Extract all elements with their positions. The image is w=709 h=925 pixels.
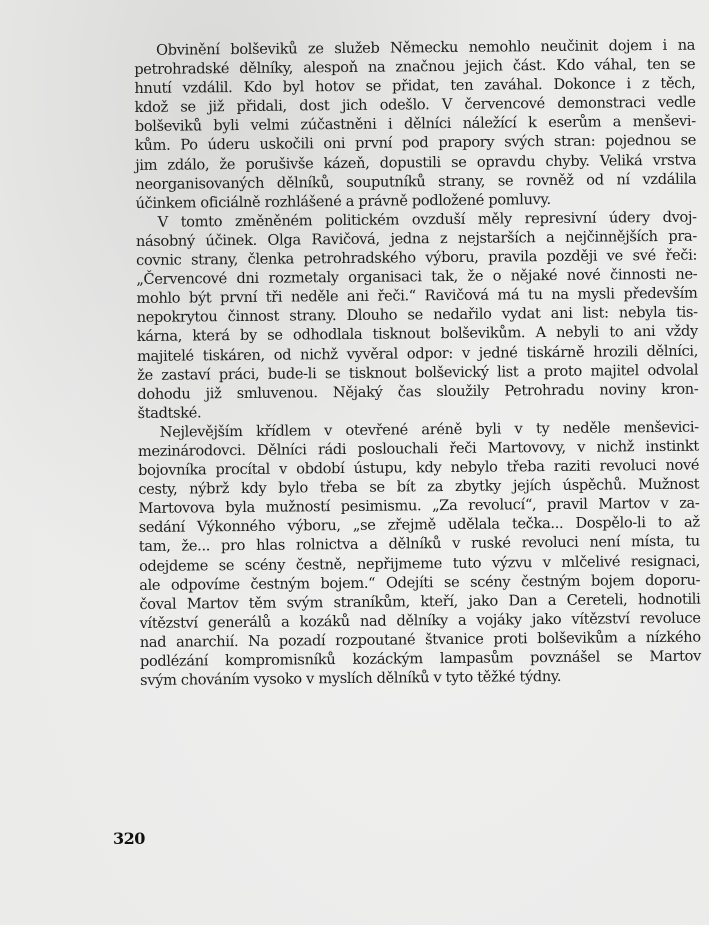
text-line: sedání Výkonného výboru, „se zřejmě udělala tečka... Dospělo-li to až: [138, 513, 700, 537]
text-line: tam, že... pro hlas rolnictva a dělníků v ruské revoluci není místa, tu: [138, 533, 700, 556]
text-line: svým chováním vysoko v myslích dělníků v tyto těžké týdny.: [140, 668, 562, 690]
text-line: mohlo být první tři neděle ani řeči.“ Ravičová má tu na mysli především: [136, 284, 698, 308]
text-line: kům. Po úderu uskočili oni první pod prapory svých stran: pojednou se: [134, 132, 697, 155]
text-line: násobný účinek. Olga Ravičová, jedna z nejstarších a nejčinnějších pra-: [135, 227, 697, 250]
page-body: [134, 36, 701, 691]
text-line: majitelé tiskáren, od nichž vyvěral odpor: v jedné tiskárně hrozili dělníci,: [136, 342, 699, 365]
text-line: Martovova byla mužností pesimismu. „Za revolucí“, pravil Martov v za-: [138, 494, 700, 518]
text-line: nepokrytou činnost strany. Dlouho se nedařilo vydat ani list: nebyla tis-: [136, 303, 698, 327]
text-line: „Červencové dni rozmetaly organisaci tak, že o nějaké nové činnosti ne-: [136, 265, 698, 289]
text-line: nad anarchií. Na pozadí rozpoutané štvanice proti bolševikům a nízkého: [139, 628, 701, 651]
text-line: účinkem oficiálně rozhlášené a právně podložené pomluvy.: [135, 190, 551, 212]
text-line: Obvinění bolševiků ze služeb Německu nemohlo neučinit dojem i na: [156, 36, 696, 59]
text-line: odejdeme se scény čestně, nepřijmeme tuto výzvu v mlčelivé resignaci,: [138, 552, 701, 575]
page-number: 320: [113, 829, 145, 848]
text-line: mezinárodovci. Dělníci rádi poslouchali řeči Martovovy, v nichž instinkt: [137, 437, 699, 460]
text-line: ale odpovíme čestným bojem.“ Odejíti se scény čestným bojem doporu-: [139, 571, 701, 594]
text-line: cesty, nýbrž kdy bylo třeba se bít za zbytky jejích úspěchů. Mužnost: [138, 475, 700, 499]
text-line: štadtské.: [137, 404, 202, 422]
text-line: covnic strany, členka petrohradského výboru, pravila později ve své řeči:: [136, 246, 698, 270]
text-line: kdož se již přidali, dost jich odešlo. V červencové demonstraci vedle: [134, 93, 696, 117]
paragraph-1: [134, 36, 697, 213]
text-line: vítězství generálů a kozáků nad dělníky a vojáky jako vítězství revoluce: [139, 609, 701, 632]
text-line: čoval Martov těm svým straníkům, kteří, jako Dan a Cereteli, hodnotili: [139, 590, 701, 613]
text-line: kárna, která by se odhodlala tisknout bolševikům. A nebyli to ani vždy: [136, 323, 698, 346]
text-line: bojovníka procítal v období ústupu, kdy nebylo třeba raziti revoluci nové: [138, 456, 700, 480]
paragraph-3: [138, 417, 702, 690]
text-line: neorganisovaných dělníků, souputníků strany, se rovněž od ní vzdálila: [135, 170, 697, 193]
text-line: že zastaví práci, bude-li se tisknout bolševický list a proto majitel odvolal: [137, 361, 699, 384]
text-line: bolševiků byli velmi zúčastněni i dělníci náležící k eserům a menševi-: [134, 112, 696, 136]
text-line: podlézání kompromisníků kozáckým lampasům povznášel se Martov: [139, 647, 702, 670]
text-line: Nejlevějším křídlem v otevřené aréně byli v ty neděle menševici-: [159, 418, 699, 441]
text-line: jim zdálo, že porušivše kázeň, dopustili se opravdu chyby. Veliká vrstva: [135, 151, 697, 174]
text-line: hnutí vzdálil. Kdo byl hotov se přidat, ten zaváhal. Dokonce i z těch,: [134, 74, 696, 98]
text-line: V tomto změněném politickém ovzduší měly represivní údery dvoj-: [157, 208, 697, 231]
paragraph-2: [136, 207, 699, 422]
text-line: dohodu již smluvenou. Nějaký čas sloužily Petrohradu noviny kron-: [137, 380, 699, 403]
text-line: petrohradské dělníky, alespoň na značnou jejich část. Kdo váhal, ten se: [134, 55, 696, 79]
